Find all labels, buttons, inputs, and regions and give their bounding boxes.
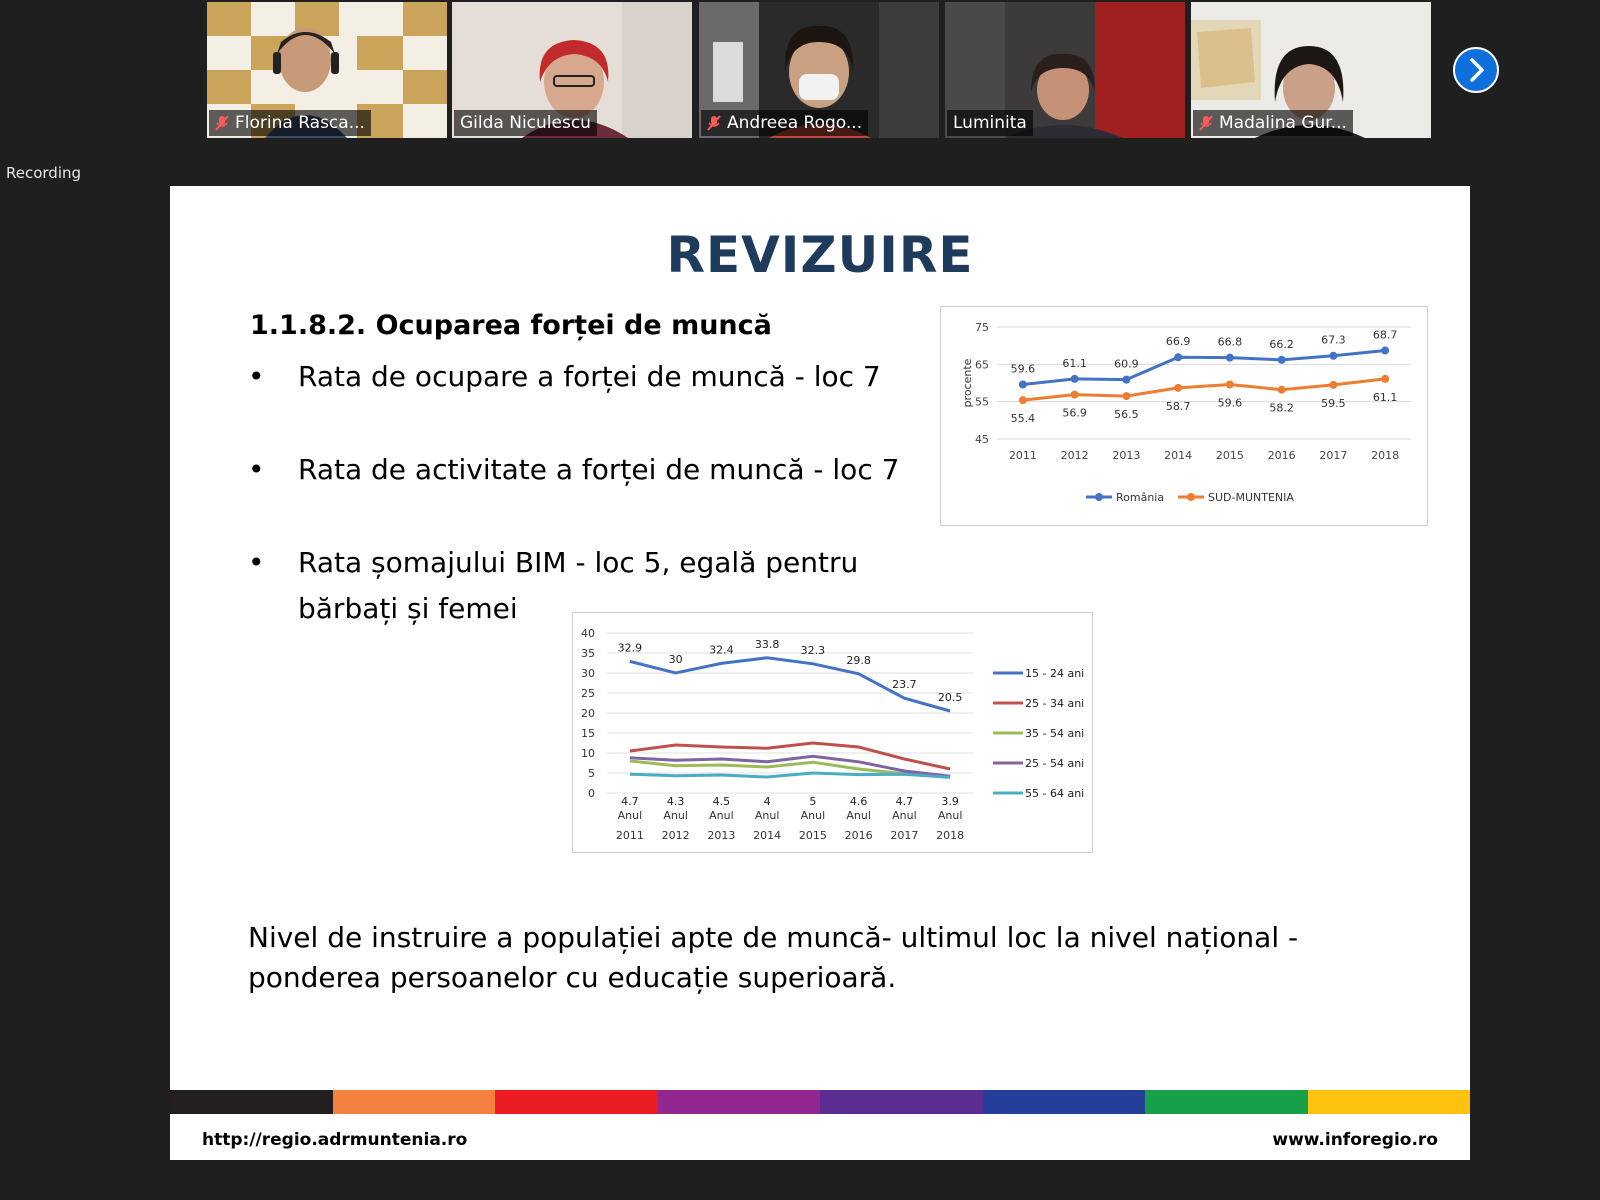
data-point [1381, 375, 1389, 383]
x-tick-label: 2016 [844, 829, 873, 842]
footer-url-left: http://regio.adrmuntenia.ro [202, 1130, 468, 1150]
participant-strip [0, 0, 1600, 182]
data-label: 4.6 [849, 795, 868, 808]
color-band-segment [983, 1090, 1146, 1114]
bullet-continuation [298, 592, 518, 625]
series-line [630, 773, 950, 777]
data-label: 20.5 [937, 691, 963, 704]
color-band-segment [658, 1090, 821, 1114]
data-label: 32.3 [800, 643, 826, 657]
participant-tile[interactable] [699, 2, 939, 138]
legend-label: 35 - 54 ani [1025, 727, 1085, 740]
legend-label: SUD-MUNTENIA [1208, 491, 1294, 504]
x-tick-label-top: Anul [892, 809, 917, 822]
data-label: 59.5 [1321, 396, 1346, 410]
section-heading: 1.1.8.2. Ocuparea forței de muncă [250, 310, 772, 341]
data-label: 32.4 [709, 643, 734, 657]
data-label: 32.9 [617, 641, 643, 655]
data-point [1329, 381, 1337, 389]
x-tick-label: 2018 [936, 829, 965, 842]
data-label: 3.9 [941, 795, 959, 808]
x-tick-label: 2015 [1215, 449, 1244, 462]
x-tick-label: 2015 [798, 829, 827, 842]
participant-name-label: Madalina Gur... [1219, 113, 1347, 133]
y-tick-label: 65 [975, 358, 989, 372]
x-tick-label: 2011 [615, 829, 644, 842]
mic-off-icon [215, 115, 229, 131]
x-tick-label-top: Anul [754, 809, 780, 822]
legend-label: 55 - 64 ani [1025, 787, 1085, 800]
x-tick-label-top: Anul [937, 809, 963, 822]
legend-label: 15 - 24 ani [1025, 667, 1085, 680]
legend-marker [1095, 493, 1103, 501]
data-label: 4 [763, 795, 771, 808]
bullet-text: bărbați și femei [298, 592, 518, 625]
y-tick-label: 5 [588, 767, 595, 780]
y-tick-label: 15 [581, 727, 595, 740]
participant-name-label: Andreea Rogo... [727, 113, 863, 133]
y-tick-label: 40 [581, 627, 595, 640]
participant-name-label: Florina Rasca... [235, 113, 365, 133]
x-tick-label: 2012 [1060, 449, 1089, 462]
color-band-segment [1145, 1090, 1308, 1114]
data-point [1329, 352, 1337, 360]
bullet-text: Rata de ocupare a forței de muncă - loc 7 [298, 360, 881, 393]
x-tick-label: 2012 [661, 829, 690, 842]
data-label: 58.7 [1165, 399, 1191, 413]
y-tick-label: 45 [975, 433, 989, 446]
next-participants-button[interactable] [1453, 47, 1499, 93]
bullet-text: Rata de activitate a forței de muncă - loc 7 [298, 453, 900, 486]
data-label: 4.7 [621, 795, 639, 808]
data-point [1174, 353, 1182, 361]
slide-title: REVIZUIRE [666, 226, 974, 284]
footer-url-right: www.inforegio.ro [1272, 1130, 1438, 1150]
legend-label: România [1116, 491, 1165, 504]
data-label: 33.8 [754, 637, 780, 651]
data-point [1381, 347, 1389, 355]
x-tick-label: 2011 [1008, 449, 1037, 462]
data-point [1122, 376, 1130, 384]
x-tick-label: 2018 [1371, 449, 1400, 462]
data-point [1174, 384, 1182, 392]
participant-name-label: Luminita [953, 113, 1027, 133]
data-label: 58.2 [1269, 401, 1294, 415]
data-point [1019, 380, 1027, 388]
data-label: 55.4 [1010, 412, 1036, 426]
participant-tile[interactable] [1191, 2, 1431, 138]
x-tick-label-top: Anul [617, 809, 643, 822]
x-tick-label-top: Anul [800, 809, 826, 822]
bullet-item [248, 360, 881, 393]
data-label: 59.6 [1217, 396, 1243, 410]
data-label: 60.9 [1114, 357, 1139, 371]
data-label: 68.7 [1372, 328, 1398, 342]
data-label: 29.8 [846, 653, 871, 667]
participant-name [209, 110, 371, 136]
x-tick-label: 2013 [707, 829, 736, 842]
color-band-segment [820, 1090, 983, 1114]
y-tick-label: 25 [581, 687, 595, 700]
data-point [1071, 391, 1079, 399]
color-band-segment [1308, 1090, 1471, 1114]
x-tick-label: 2017 [1319, 449, 1348, 462]
x-tick-label: 2014 [1164, 449, 1193, 462]
data-point [1278, 356, 1286, 364]
data-label: 66.8 [1217, 335, 1243, 349]
data-label: 66.2 [1269, 337, 1294, 351]
data-point [1278, 386, 1286, 394]
data-label: 56.5 [1114, 408, 1139, 422]
x-tick-label-top: Anul [663, 809, 688, 822]
color-band-segment [333, 1090, 496, 1114]
data-point [1122, 392, 1130, 400]
x-tick-label: 2013 [1112, 449, 1141, 462]
employment-rate-chart-svg [941, 307, 1427, 525]
color-band-segment [170, 1090, 333, 1114]
data-label: 5 [809, 795, 817, 808]
participant-name-label: Gilda Niculescu [460, 113, 591, 133]
recording-indicator: Recording [6, 164, 82, 182]
x-tick-label: 2016 [1267, 449, 1296, 462]
data-label: 61.1 [1062, 356, 1087, 370]
y-tick-label: 0 [588, 787, 595, 800]
data-point [1019, 396, 1027, 404]
legend-label: 25 - 34 ani [1025, 697, 1085, 710]
data-label: 67.3 [1321, 333, 1346, 347]
bullet-text: Rata șomajului BIM - loc 5, egală pentru [298, 546, 859, 579]
bullet-item [248, 546, 858, 579]
mic-off-icon [1199, 115, 1213, 131]
unemployment-age-chart-svg [573, 613, 1092, 852]
data-label: 56.9 [1062, 406, 1087, 420]
color-band [170, 1090, 1470, 1114]
bullet-dot: • [248, 360, 265, 393]
x-tick-label-top: Anul [846, 809, 871, 822]
participant-name [701, 110, 868, 136]
y-axis-title: procente [961, 358, 974, 408]
unemployment-age-chart [572, 612, 1093, 853]
bullet-dot: • [248, 546, 265, 579]
data-point [1071, 375, 1079, 383]
x-tick-label: 2014 [753, 829, 782, 842]
employment-rate-chart [940, 306, 1428, 526]
data-label: 4.7 [895, 795, 914, 808]
mic-off-icon [707, 115, 721, 131]
data-point [1226, 380, 1234, 388]
participant-tile[interactable] [945, 2, 1185, 138]
y-tick-label: 35 [581, 647, 595, 660]
data-label: 59.6 [1010, 362, 1036, 376]
x-tick-label: 2017 [890, 829, 919, 842]
legend-label: 25 - 54 ani [1025, 757, 1085, 770]
participant-name [454, 110, 597, 136]
participant-name [947, 110, 1033, 136]
y-tick-label: 20 [581, 707, 595, 720]
y-tick-label: 75 [975, 321, 989, 334]
participant-tile-active[interactable] [452, 2, 692, 138]
data-label: 30 [668, 653, 683, 666]
participant-name [1193, 110, 1353, 136]
y-tick-label: 55 [975, 395, 989, 409]
bullet-dot: • [248, 453, 265, 486]
y-tick-label: 10 [581, 747, 595, 760]
chevron-right-icon [1455, 49, 1497, 91]
shared-slide [170, 186, 1470, 1160]
data-label: 66.9 [1165, 335, 1191, 349]
legend-marker [1187, 493, 1195, 501]
data-label: 4.5 [712, 795, 731, 808]
data-label: 23.7 [892, 678, 917, 692]
color-band-segment [495, 1090, 658, 1114]
data-point [1226, 354, 1234, 362]
data-label: 4.3 [666, 795, 685, 808]
y-tick-label: 30 [581, 667, 595, 680]
data-label: 61.1 [1372, 390, 1398, 404]
bottom-note: Nivel de instruire a populației apte de muncă- ultimul loc la nivel național - ponderea persoanelor cu educație superioară. [248, 921, 1299, 994]
x-tick-label-top: Anul [709, 809, 734, 822]
bullet-item [248, 453, 899, 486]
participant-tile[interactable] [207, 2, 447, 138]
